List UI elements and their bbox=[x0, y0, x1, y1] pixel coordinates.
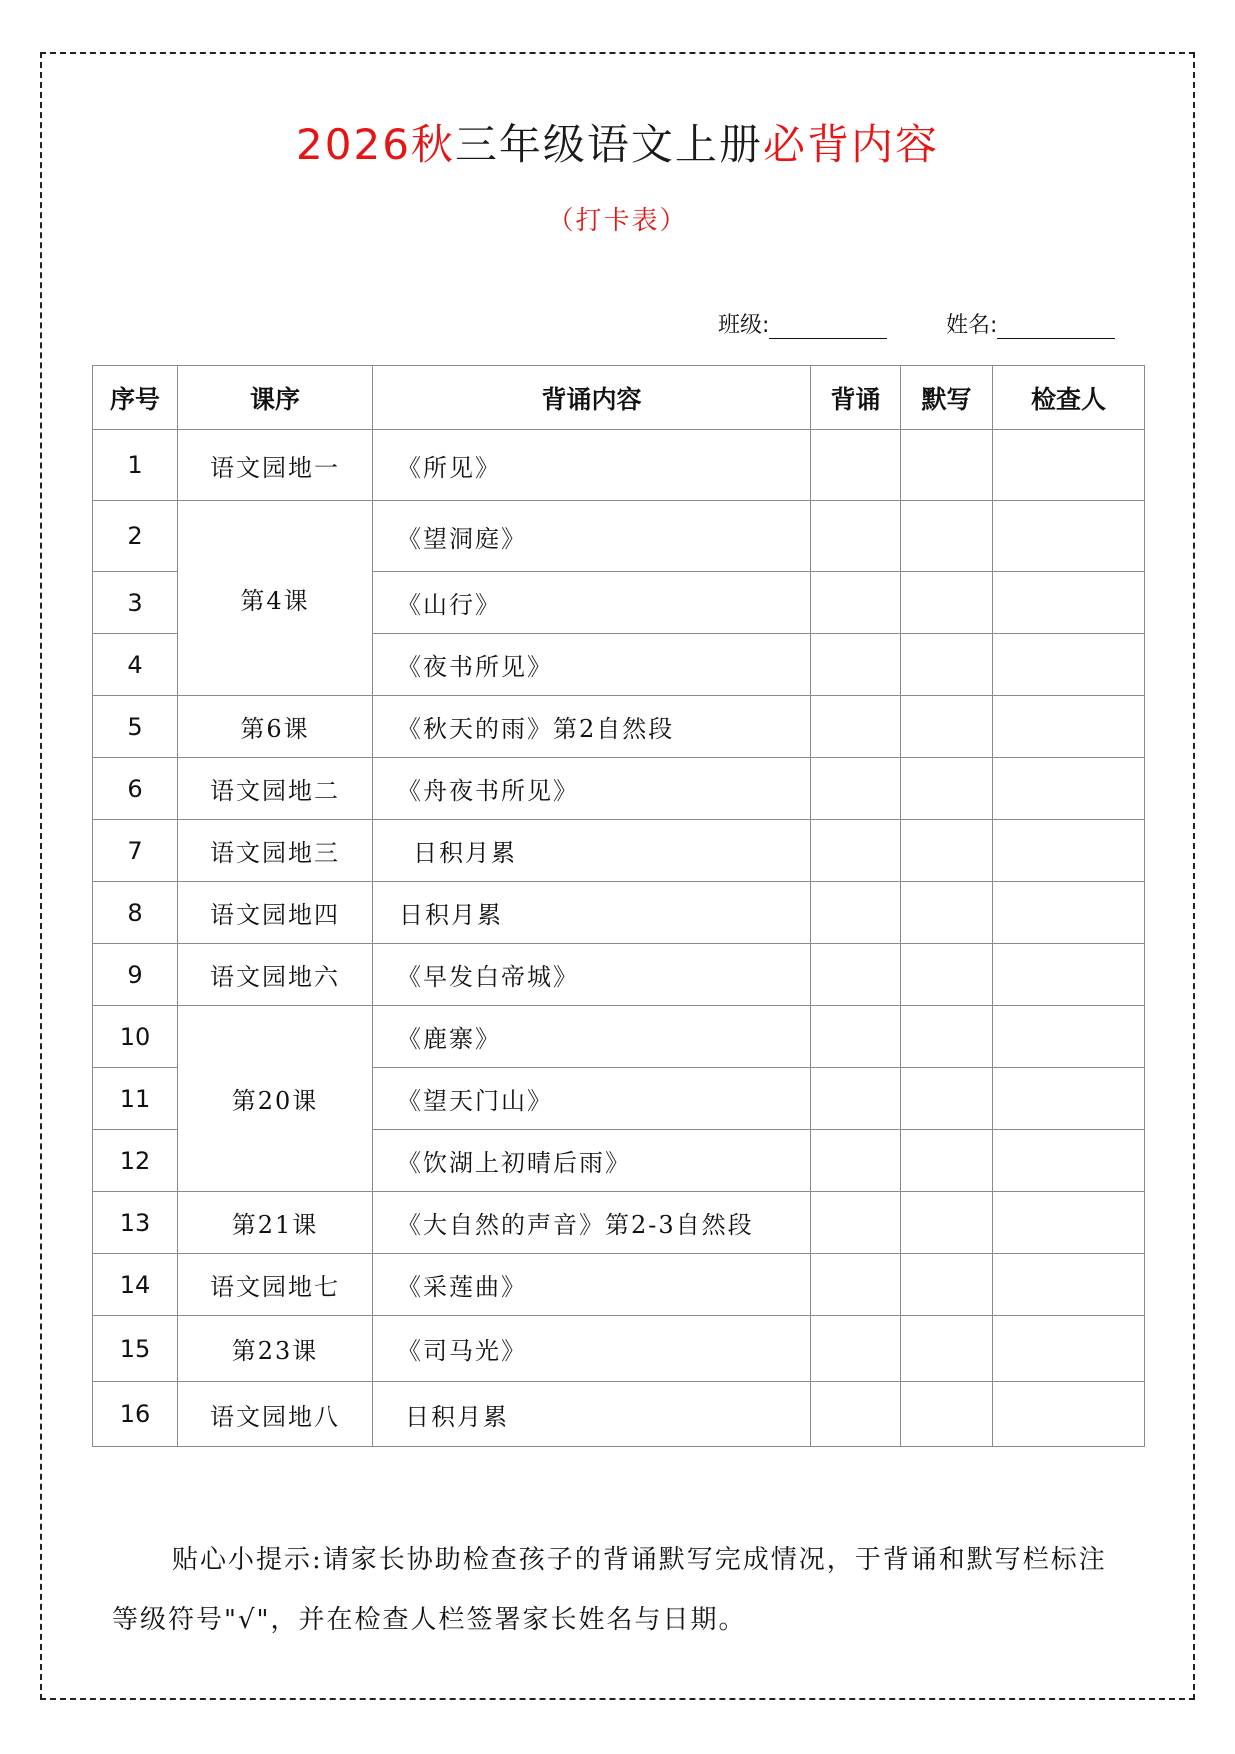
row-no: 4 bbox=[93, 634, 178, 696]
checker-cell[interactable] bbox=[993, 696, 1145, 758]
row-content: 《秋天的雨》第2自然段 bbox=[373, 696, 811, 758]
recite-cell[interactable] bbox=[811, 1316, 901, 1382]
dictation-cell[interactable] bbox=[901, 1130, 993, 1192]
name-blank[interactable] bbox=[997, 316, 1115, 339]
row-content: 《饮湖上初晴后雨》 bbox=[373, 1130, 811, 1192]
dictation-cell[interactable] bbox=[901, 758, 993, 820]
checker-cell[interactable] bbox=[993, 430, 1145, 501]
row-content: 《鹿寨》 bbox=[373, 1006, 811, 1068]
row-no: 8 bbox=[93, 882, 178, 944]
header-checker: 检查人 bbox=[993, 366, 1145, 430]
row-lesson: 第6课 bbox=[178, 696, 373, 758]
row-content: 《夜书所见》 bbox=[373, 634, 811, 696]
row-no: 3 bbox=[93, 572, 178, 634]
row-no: 10 bbox=[93, 1006, 178, 1068]
page-title bbox=[0, 112, 1235, 172]
checker-cell[interactable] bbox=[993, 1382, 1145, 1447]
dictation-cell[interactable] bbox=[901, 696, 993, 758]
title-year: 2026秋 bbox=[296, 120, 455, 169]
title-subject: 三年级语文上册 bbox=[454, 120, 763, 169]
checker-cell[interactable] bbox=[993, 882, 1145, 944]
row-lesson: 语文园地三 bbox=[178, 820, 373, 882]
row-content: 《司马光》 bbox=[373, 1316, 811, 1382]
checker-cell[interactable] bbox=[993, 634, 1145, 696]
table-row bbox=[93, 696, 1145, 758]
row-content: 日积月累 bbox=[373, 1382, 811, 1447]
row-no: 12 bbox=[93, 1130, 178, 1192]
table-row bbox=[93, 1316, 1145, 1382]
row-content: 《望天门山》 bbox=[373, 1068, 811, 1130]
recite-cell[interactable] bbox=[811, 1254, 901, 1316]
dictation-cell[interactable] bbox=[901, 1068, 993, 1130]
table-row bbox=[93, 1006, 1145, 1068]
recite-cell[interactable] bbox=[811, 882, 901, 944]
class-blank[interactable] bbox=[769, 316, 887, 339]
table-row bbox=[93, 1192, 1145, 1254]
recite-cell[interactable] bbox=[811, 572, 901, 634]
row-no: 1 bbox=[93, 430, 178, 501]
dictation-cell[interactable] bbox=[901, 1316, 993, 1382]
checker-cell[interactable] bbox=[993, 1068, 1145, 1130]
row-lesson: 语文园地一 bbox=[178, 430, 373, 501]
row-no: 15 bbox=[93, 1316, 178, 1382]
row-lesson: 第23课 bbox=[178, 1316, 373, 1382]
checker-cell[interactable] bbox=[993, 1192, 1145, 1254]
recite-cell[interactable] bbox=[811, 758, 901, 820]
row-lesson: 语文园地六 bbox=[178, 944, 373, 1006]
name-label: 姓名: bbox=[946, 313, 998, 338]
row-content: 《大自然的声音》第2-3自然段 bbox=[373, 1192, 811, 1254]
row-content: 《山行》 bbox=[373, 572, 811, 634]
row-lesson: 语文园地二 bbox=[178, 758, 373, 820]
checker-cell[interactable] bbox=[993, 1006, 1145, 1068]
row-lesson: 语文园地七 bbox=[178, 1254, 373, 1316]
dictation-cell[interactable] bbox=[901, 1382, 993, 1447]
table-row bbox=[93, 820, 1145, 882]
header-lesson: 课序 bbox=[178, 366, 373, 430]
dictation-cell[interactable] bbox=[901, 501, 993, 572]
row-no: 5 bbox=[93, 696, 178, 758]
table-header-row bbox=[93, 366, 1145, 430]
table-row bbox=[93, 882, 1145, 944]
checker-cell[interactable] bbox=[993, 820, 1145, 882]
row-lesson: 语文园地四 bbox=[178, 882, 373, 944]
recite-cell[interactable] bbox=[811, 430, 901, 501]
table-row bbox=[93, 430, 1145, 501]
table-row bbox=[93, 1254, 1145, 1316]
checker-cell[interactable] bbox=[993, 1254, 1145, 1316]
recite-cell[interactable] bbox=[811, 696, 901, 758]
parent-tip: 贴心小提示:请家长协助检查孩子的背诵默写完成情况，于背诵和默写栏标注等级符号"√"，并在检查人栏签署家长姓名与日期。 bbox=[112, 1545, 1107, 1635]
name-field bbox=[946, 308, 1115, 339]
recite-cell[interactable] bbox=[811, 634, 901, 696]
row-no: 9 bbox=[93, 944, 178, 1006]
row-content: 日积月累 bbox=[373, 820, 811, 882]
row-content: 《望洞庭》 bbox=[373, 501, 811, 572]
recite-cell[interactable] bbox=[811, 1068, 901, 1130]
table-row bbox=[93, 501, 1145, 572]
dictation-cell[interactable] bbox=[901, 1192, 993, 1254]
header-recite: 背诵 bbox=[811, 366, 901, 430]
row-lesson: 第4课 bbox=[178, 501, 373, 696]
title-topic: 必背内容 bbox=[762, 120, 939, 169]
row-no: 7 bbox=[93, 820, 178, 882]
row-lesson: 第20课 bbox=[178, 1006, 373, 1192]
row-no: 14 bbox=[93, 1254, 178, 1316]
page-subtitle: （打卡表） bbox=[547, 206, 688, 236]
row-content: 日积月累 bbox=[373, 882, 811, 944]
checker-cell[interactable] bbox=[993, 758, 1145, 820]
dictation-cell[interactable] bbox=[901, 430, 993, 501]
header-content: 背诵内容 bbox=[373, 366, 811, 430]
row-content: 《所见》 bbox=[373, 430, 811, 501]
dictation-cell[interactable] bbox=[901, 1006, 993, 1068]
row-lesson: 语文园地八 bbox=[178, 1382, 373, 1447]
row-content: 《早发白帝城》 bbox=[373, 944, 811, 1006]
recite-cell[interactable] bbox=[811, 1192, 901, 1254]
recite-cell[interactable] bbox=[811, 1382, 901, 1447]
row-content: 《采莲曲》 bbox=[373, 1254, 811, 1316]
row-no: 16 bbox=[93, 1382, 178, 1447]
header-no: 序号 bbox=[93, 366, 178, 430]
checker-cell[interactable] bbox=[993, 944, 1145, 1006]
checkin-table bbox=[92, 365, 1145, 1447]
header-dictation: 默写 bbox=[901, 366, 993, 430]
row-no: 13 bbox=[93, 1192, 178, 1254]
table-row bbox=[93, 944, 1145, 1006]
row-content: 《舟夜书所见》 bbox=[373, 758, 811, 820]
recite-cell[interactable] bbox=[811, 501, 901, 572]
dictation-cell[interactable] bbox=[901, 882, 993, 944]
checker-cell[interactable] bbox=[993, 1130, 1145, 1192]
checker-cell[interactable] bbox=[993, 572, 1145, 634]
table-row bbox=[93, 1382, 1145, 1447]
class-field bbox=[718, 308, 887, 339]
recite-cell[interactable] bbox=[811, 944, 901, 1006]
row-no: 11 bbox=[93, 1068, 178, 1130]
row-no: 2 bbox=[93, 501, 178, 572]
dictation-cell[interactable] bbox=[901, 634, 993, 696]
recite-cell[interactable] bbox=[811, 1006, 901, 1068]
checker-cell[interactable] bbox=[993, 1316, 1145, 1382]
dictation-cell[interactable] bbox=[901, 572, 993, 634]
dictation-cell[interactable] bbox=[901, 944, 993, 1006]
row-no: 6 bbox=[93, 758, 178, 820]
checker-cell[interactable] bbox=[993, 501, 1145, 572]
dictation-cell[interactable] bbox=[901, 820, 993, 882]
recite-cell[interactable] bbox=[811, 820, 901, 882]
dictation-cell[interactable] bbox=[901, 1254, 993, 1316]
row-lesson: 第21课 bbox=[178, 1192, 373, 1254]
recite-cell[interactable] bbox=[811, 1130, 901, 1192]
table-row bbox=[93, 758, 1145, 820]
class-label: 班级: bbox=[718, 313, 770, 338]
